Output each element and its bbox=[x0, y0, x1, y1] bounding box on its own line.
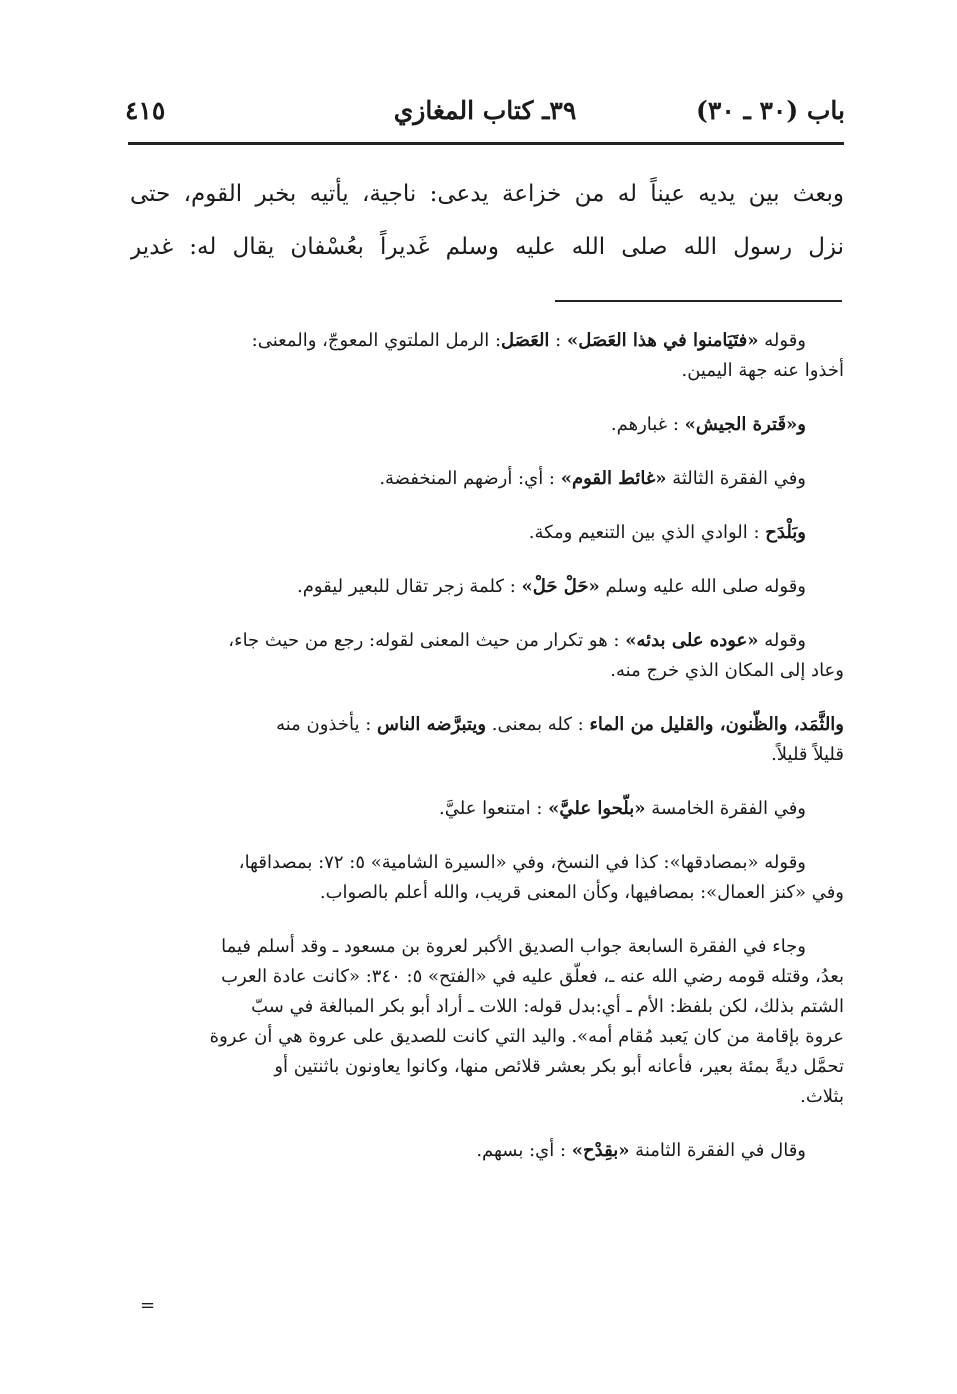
note-baldah: وبَلْدَح : الوادي الذي بين التنعيم ومكة. bbox=[528, 522, 806, 543]
footnote-rule bbox=[555, 300, 842, 302]
main-text bbox=[130, 168, 844, 274]
note-awdih: وقوله «عوده على بدئه» : هو تكرار من حيث المعنى لقوله: رجع من حيث جاء، وعاد إلى المكان الذي خرج منه. bbox=[228, 630, 844, 681]
page-number: ٤١٥ bbox=[125, 96, 166, 125]
note-urwa: وجاء في الفقرة السابعة جواب الصديق الأكبر لعروة بن مسعود ـ وقد أسلم فيما بعدُ، وقتله قومه رضي الله عنه ـ، فعلّق عليه في «الفتح» ٥: ٣٤٠: «كانت عادة العرب الشتم بذلك، لكن بلفظ: الأم ـ أي:بدل قوله: اللات ـ أراد أبو بكر المبالغة في سبّ عروة بإقامة من كان يَعبد مُقام أمه». واليد التي كانت للصديق على عروة هي أن عروة تحمَّل ديةً بمئة بعير، فأعانه أبو بكر بعشر قلائص منها، وكانوا يعاونون باثنتين أو بثلاث. bbox=[209, 936, 844, 1107]
main-text-line: نزل رسول الله صلى الله عليه وسلم غَديراً بعُسْفان يقال له: غدير bbox=[130, 234, 844, 260]
note-ghaith: وفي الفقرة الثالثة «غائط القوم» : أي: أرضهم المنخفضة. bbox=[379, 468, 806, 489]
note-qidh: وقال في الفقرة الثامنة «بقِدْح» : أي: بسهم. bbox=[476, 1140, 806, 1161]
note-thamad: والثَّمَد، والظَّنون، والقليل من الماء : كله بمعنى. ويتبرَّضه الناس : يأخذون منه قليلاً قليلاً. bbox=[276, 714, 844, 765]
note-masadiqaha: وقوله «بمصادقها»: كذا في النسخ، وفي «السيرة الشامية» ٥: ٧٢: بمصداقها، وفي «كنز العمال»: بمصافيها، وكأن المعنى قريب، والله أعلم بالصواب. bbox=[238, 852, 844, 903]
continuation-mark: = bbox=[140, 1295, 156, 1316]
note-asal: وقوله «فتَيَامنوا في هذا العَصَل» : العَصَل: الرمل الملتوي المعوجّ، والمعنى: أخذوا عنه جهة اليمين. bbox=[251, 330, 844, 381]
section-title: باب (٣٠ ـ ٣٠) bbox=[696, 96, 845, 125]
running-header bbox=[125, 94, 845, 138]
note-qatara: و«قَترة الجيش» : غبارهم. bbox=[610, 414, 806, 435]
note-hal: وقوله صلى الله عليه وسلم «حَلْ حَلْ» : كلمة زجر تقال للبعير ليقوم. bbox=[296, 576, 806, 597]
header-rule bbox=[128, 142, 844, 145]
main-text-line: وبعث بين يديه عيناً له من خزاعة يدعى: ناجية، يأتيه بخبر القوم، حتى bbox=[130, 181, 844, 207]
note-ballahu: وفي الفقرة الخامسة «بلَّحوا عليَّ» : امتنعوا عليَّ. bbox=[439, 798, 806, 819]
book-title: ٣٩ـ كتاب المغازي bbox=[393, 96, 577, 125]
commentary bbox=[130, 326, 844, 1166]
